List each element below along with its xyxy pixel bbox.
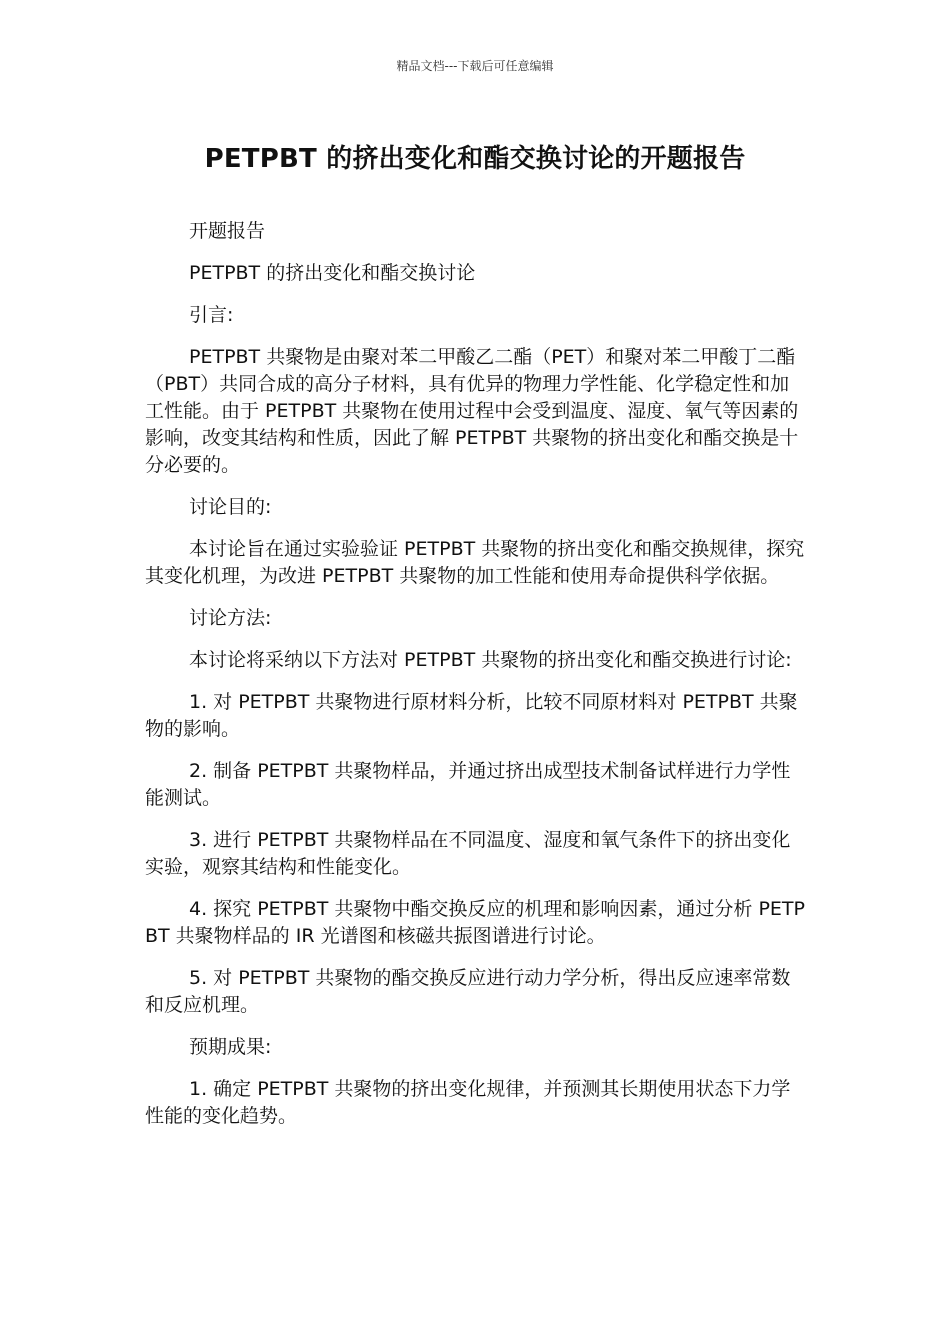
paragraph-subtitle: PETPBT 的挤出变化和酯交换讨论 — [189, 262, 476, 284]
section-heading-purpose: 讨论目的: — [189, 496, 272, 518]
list-item-outcome-1: 1. 确定 PETPBT 共聚物的挤出变化规律，并预测其长期使用状态下力学性能的变化趋势。 — [145, 1078, 791, 1127]
list-item-method-3: 3. 进行 PETPBT 共聚物样品在不同温度、湿度和氧气条件下的挤出变化实验，观察其结构和性能变化。 — [145, 829, 791, 878]
list-item-method-2: 2. 制备 PETPBT 共聚物样品，并通过挤出成型技术制备试样进行力学性能测试。 — [145, 760, 791, 809]
section-heading-outcome: 预期成果: — [189, 1036, 272, 1058]
paragraph-method-intro: 本讨论将采纳以下方法对 PETPBT 共聚物的挤出变化和酯交换进行讨论: — [189, 649, 792, 671]
section-heading-method: 讨论方法: — [189, 607, 272, 629]
document-title: PETPBT 的挤出变化和酯交换讨论的开题报告 — [204, 144, 746, 174]
document-body — [145, 218, 805, 1145]
list-item-method-1: 1. 对 PETPBT 共聚物进行原材料分析，比较不同原材料对 PETPBT 共聚物的影响。 — [145, 691, 798, 740]
paragraph-heading-report: 开题报告 — [189, 220, 266, 242]
list-item-method-5: 5. 对 PETPBT 共聚物的酯交换反应进行动力学分析，得出反应速率常数和反应机理。 — [145, 967, 791, 1016]
paragraph-intro: PETPBT 共聚物是由聚对苯二甲酸乙二酯（PET）和聚对苯二甲酸丁二酯（PBT）共同合成的高分子材料，具有优异的物理力学性能、化学稳定性和加工性能。由于 PETPBT 共聚物在使用过程中会受到温度、湿度、氧气等因素的影响，改变其结构和性质，因此了解 PETPBT 共聚物的挤出变化和酯交换是十分必要的。 — [145, 346, 799, 476]
section-heading-intro: 引言: — [189, 304, 234, 326]
header-note: 精品文档---下载后可任意编辑 — [396, 59, 554, 73]
list-item-method-4: 4. 探究 PETPBT 共聚物中酯交换反应的机理和影响因素，通过分析 PETPBT 共聚物样品的 IR 光谱图和核磁共振图谱进行讨论。 — [145, 898, 805, 947]
paragraph-purpose: 本讨论旨在通过实验验证 PETPBT 共聚物的挤出变化和酯交换规律，探究其变化机理，为改进 PETPBT 共聚物的加工性能和使用寿命提供科学依据。 — [145, 538, 805, 587]
